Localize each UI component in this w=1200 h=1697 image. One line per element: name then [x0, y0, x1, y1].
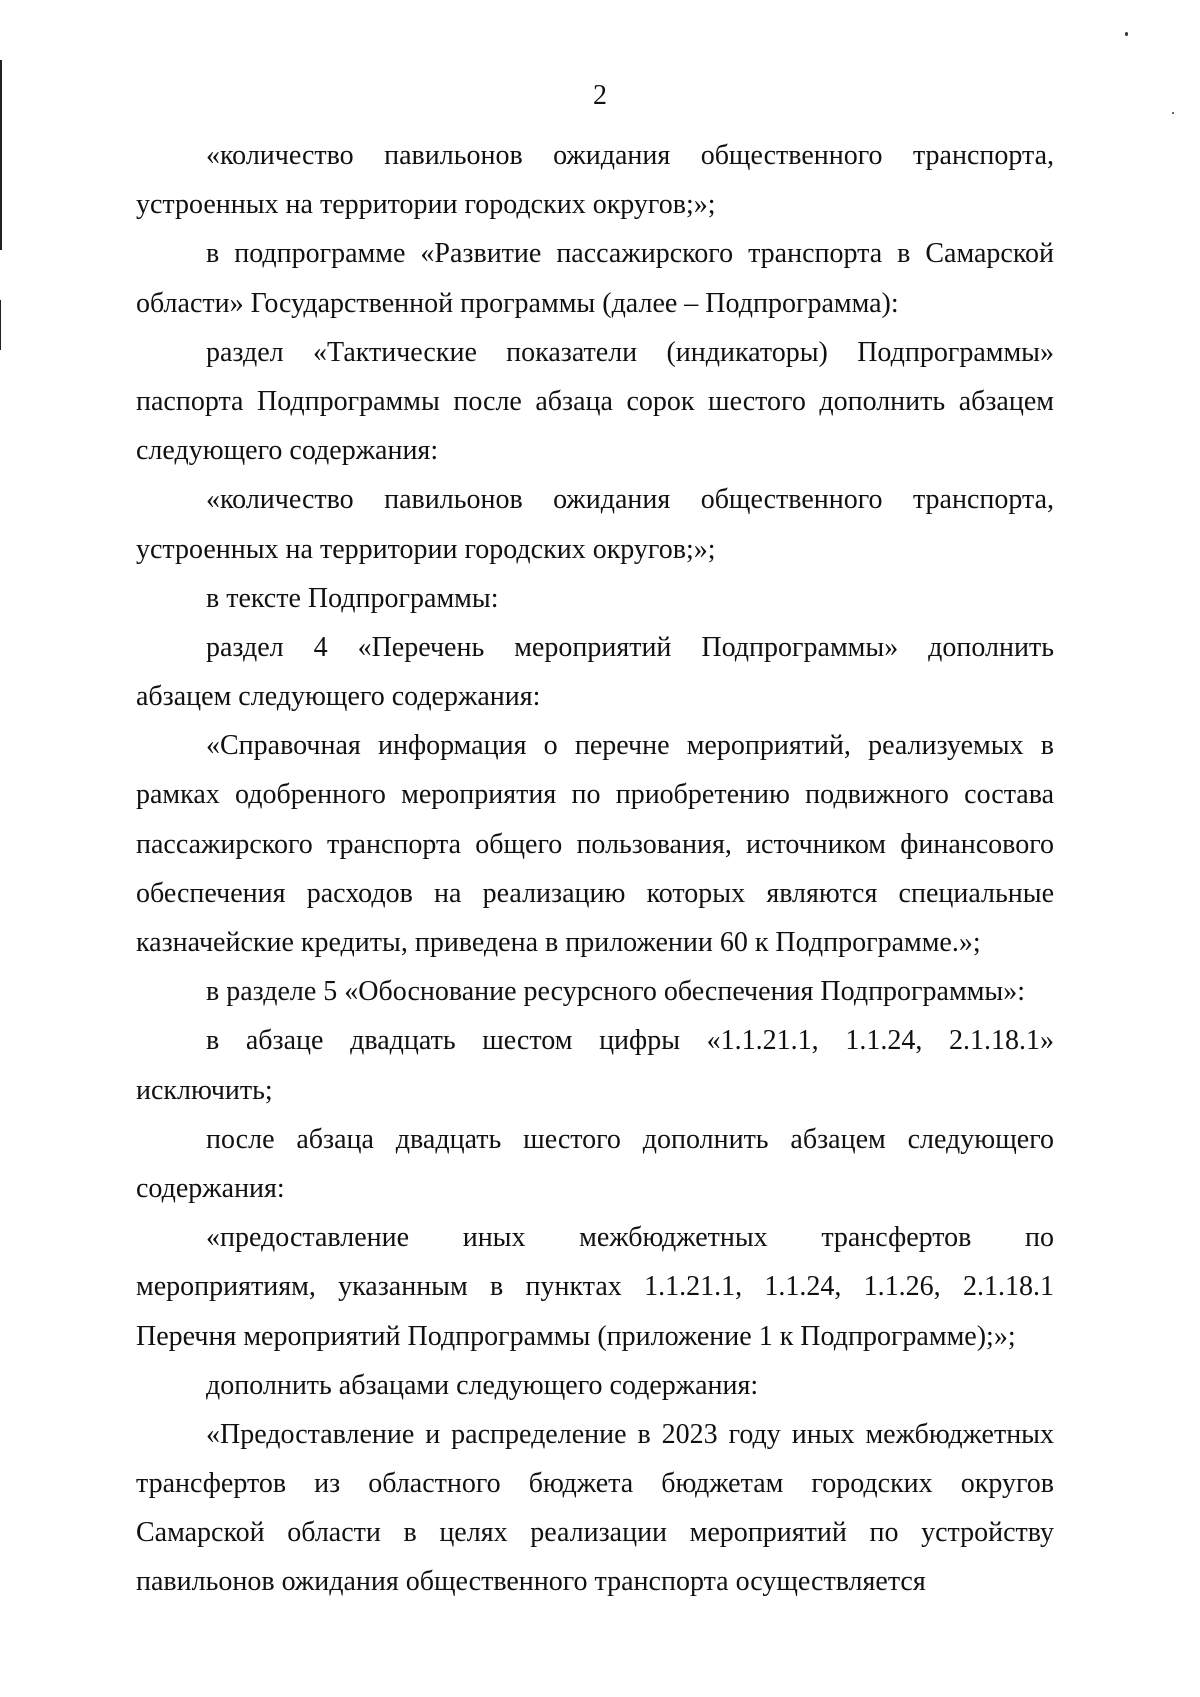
paragraph [136, 574, 1054, 623]
text-line: в тексте Подпрограммы: [206, 582, 499, 614]
text-line: трансфертов из областного бюджета бюджетам городских округов [136, 1468, 1054, 1500]
paragraph [136, 229, 1054, 327]
text-line: паспорта Подпрограммы после абзаца сорок шестого дополнить абзацем [136, 385, 1054, 417]
text-line: «Предоставление и распределение в 2023 году иных межбюджетных [206, 1418, 1054, 1450]
text-line: рамках одобренного мероприятия по приобретению подвижного состава [136, 779, 1054, 811]
scan-speck [1172, 112, 1174, 114]
text-line: следующего содержания: [136, 435, 439, 467]
text-line: в абзаце двадцать шестом цифры «1.1.21.1, 1.1.24, 2.1.18.1» [206, 1025, 1054, 1057]
paragraph [136, 475, 1054, 573]
paragraph [136, 1361, 1054, 1410]
paragraph [136, 1410, 1054, 1607]
text-line: в разделе 5 «Обоснование ресурсного обеспечения Подпрограммы»: [206, 976, 1025, 1008]
scan-speck [1125, 32, 1128, 36]
paragraph [136, 131, 1054, 229]
text-line: Перечня мероприятий Подпрограммы (приложение 1 к Подпрограмме);»; [136, 1320, 1016, 1352]
text-line: исключить; [136, 1074, 273, 1106]
paragraph [136, 1115, 1054, 1213]
text-line: в подпрограмме «Развитие пассажирского транспорта в Самарской [206, 238, 1054, 270]
text-line: «количество павильонов ожидания общественного транспорта, [206, 140, 1054, 171]
text-line: после абзаца двадцать шестого дополнить абзацем следующего [206, 1123, 1054, 1155]
text-line: казначейские кредиты, приведена в приложении 60 к Подпрограмме.»; [136, 927, 981, 958]
text-line: павильонов ожидания общественного транспорта осуществляется [136, 1566, 926, 1598]
text-line: раздел «Тактические показатели (индикаторы) Подпрограммы» [206, 336, 1054, 368]
scan-edge [0, 300, 1, 350]
page-number: 2 [593, 80, 607, 111]
paragraph [136, 721, 1054, 967]
paragraph [136, 623, 1054, 721]
text-line: абзацем следующего содержания: [136, 681, 541, 713]
paragraph [136, 967, 1054, 1016]
text-line: «количество павильонов ожидания общественного транспорта, [206, 484, 1054, 516]
paragraph [136, 328, 1054, 476]
document-body [136, 131, 1054, 1607]
text-line: раздел 4 «Перечень мероприятий Подпрограммы» дополнить [206, 631, 1054, 663]
text-line: мероприятиям, указанным в пунктах 1.1.21.1, 1.1.24, 1.1.26, 2.1.18.1 [136, 1271, 1054, 1303]
text-line: пассажирского транспорта общего пользования, источником финансового [136, 828, 1054, 860]
text-line: области» Государственной программы (далее – Подпрограмма): [136, 287, 899, 319]
paragraph [136, 1213, 1054, 1361]
text-line: «Справочная информация о перечне мероприятий, реализуемых в [206, 730, 1054, 762]
text-line: дополнить абзацами следующего содержания: [206, 1369, 759, 1401]
text-line: Самарской области в целях реализации мероприятий по устройству [136, 1517, 1054, 1549]
text-line: устроенных на территории городских округов;»; [136, 533, 716, 565]
paragraph [136, 1016, 1054, 1114]
text-line: устроенных на территории городских округов;»; [136, 189, 716, 221]
text-line: «предоставление иных межбюджетных трансфертов по [206, 1222, 1054, 1254]
text-line: обеспечения расходов на реализацию которых являются специальные [136, 877, 1054, 909]
text-line: содержания: [136, 1172, 285, 1204]
